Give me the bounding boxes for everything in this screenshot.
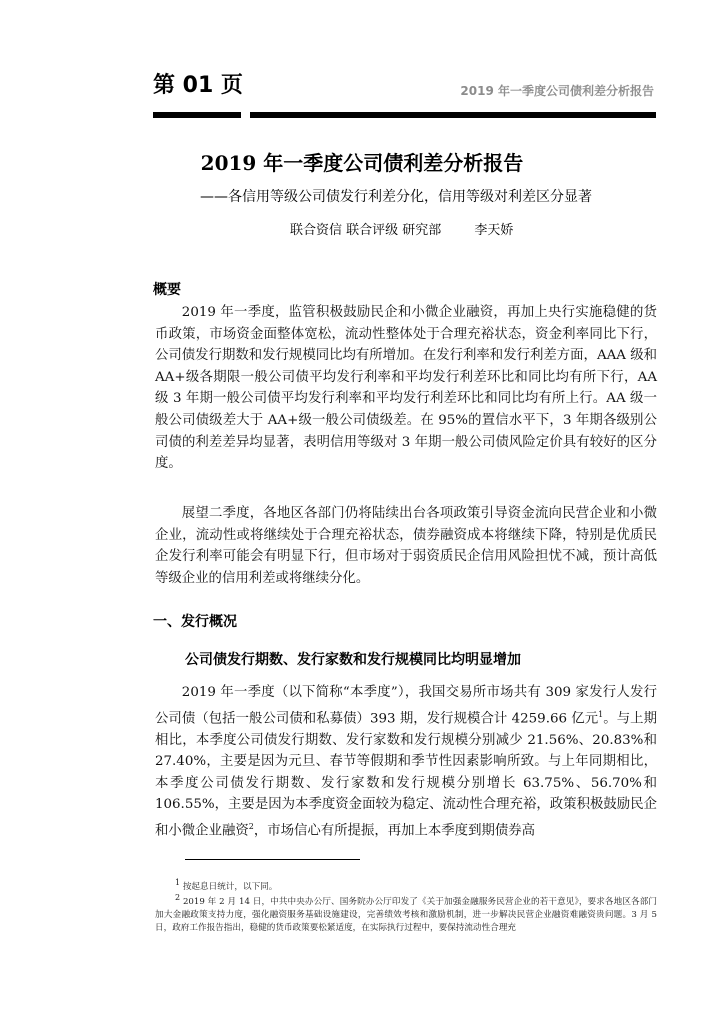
footnote-mark-2: 2 [175,893,181,902]
footnote-ref-2[interactable]: 2 [248,822,254,832]
section-paragraph [155,682,657,842]
section-paragraph-part-2: 。与上期相比，本季度公司债发行期数、发行家数和发行规模分别减少 21.56%、20.83%和 27.40%，主要是因为元旦、春节等假期和季节性因素影响所致。与上年同期相比，本季度公司债发行期数、发行家数和发行规模分别增长 63.75%、56.70%和 106.55%，主要是因为本季度资金面较为稳定、流动性合理充裕，政策积极鼓励民企和小微企业融资 [155,711,658,839]
header-rule-left [153,112,241,118]
overview-paragraph-1: 2019 年一季度，监管积极鼓励民企和小微企业融资，再加上央行实施稳健的货币政策，市场资金面整体宽松，流动性整体处于合理充裕状态，资金利率同比下行，公司债发行期数和发行规模同比均有所增加。在发行利率和发行利差方面，AAA 级和 AA+级各期限一般公司债平均发行利率和平均发行利差环比和同比均有所下行，AA 级 3 年期一般公司债平均发行利率和平均发行利差环比和同比均有所上行。AA 级一般公司债级差大于 AA+级一般公司债级差。在 95%的置信水平下，3 年期各级别公司债的利差差异均显著，表明信用等级对 3 年期一般公司债风险定价具有较好的区分度。 [155,305,657,472]
page-number-label: 第 01 页 [153,73,243,98]
header-rule-right [250,112,656,118]
running-header-title: 2019 年一季度公司债利差分析报告 [460,84,654,98]
footnote-divider [185,859,360,860]
footnote-text-2: 2019 年 2 月 14 日，中共中央办公厅、国务院办公厅印发了《关于加强金融服务民营企业的若干意见》，要求各地区各部门加大金融政策支持力度，强化融资服务基础设施建设，完善绩效考核和激励机制，进一步解决民营企业融资难融资贵问题。3 月 5 日，政府工作报告指出，稳健的货币政策要松紧适度，在实际执行过程中，要保持流动性合理充 [155,896,658,933]
section-heading: 一、发行概况 [153,614,237,630]
footnote-mark-1: 1 [175,878,181,887]
footnote-text-1: 按起息日统计，以下同。 [182,881,278,892]
document-subtitle: ——各信用等级公司债发行利差分化，信用等级对利差区分显著 [200,189,592,205]
footnote-ref-1[interactable]: 1 [598,709,604,719]
document-title: 2019 年一季度公司债利差分析报告 [200,151,524,175]
section-paragraph-part-1: 2019 年一季度（以下简称“本季度”），我国交易所市场共有 309 家发行人发行公司债（包括一般公司债和私募债）393 期，发行规模合计 4259.66 亿元 [155,685,657,727]
section-subheading: 公司债发行期数、发行家数和发行规模同比均明显增加 [185,652,521,668]
section-paragraph-part-3: ，市场信心有所提振，再加上本季度到期债券高 [253,823,536,839]
document-authors: 联合资信 联合评级 研究部 李天娇 [290,223,514,238]
overview-heading: 概要 [153,282,181,298]
overview-paragraph-2: 展望二季度，各地区各部门仍将陆续出台各项政策引导资金流向民营企业和小微企业，流动性或将继续处于合理充裕状态，债券融资成本将继续下降，特别是优质民企发行利率可能会有明显下行，但市场对于弱资质民企信用风险担忧不减，预计高低等级企业的信用利差或将继续分化。 [155,506,657,586]
footnote-2 [155,891,657,935]
